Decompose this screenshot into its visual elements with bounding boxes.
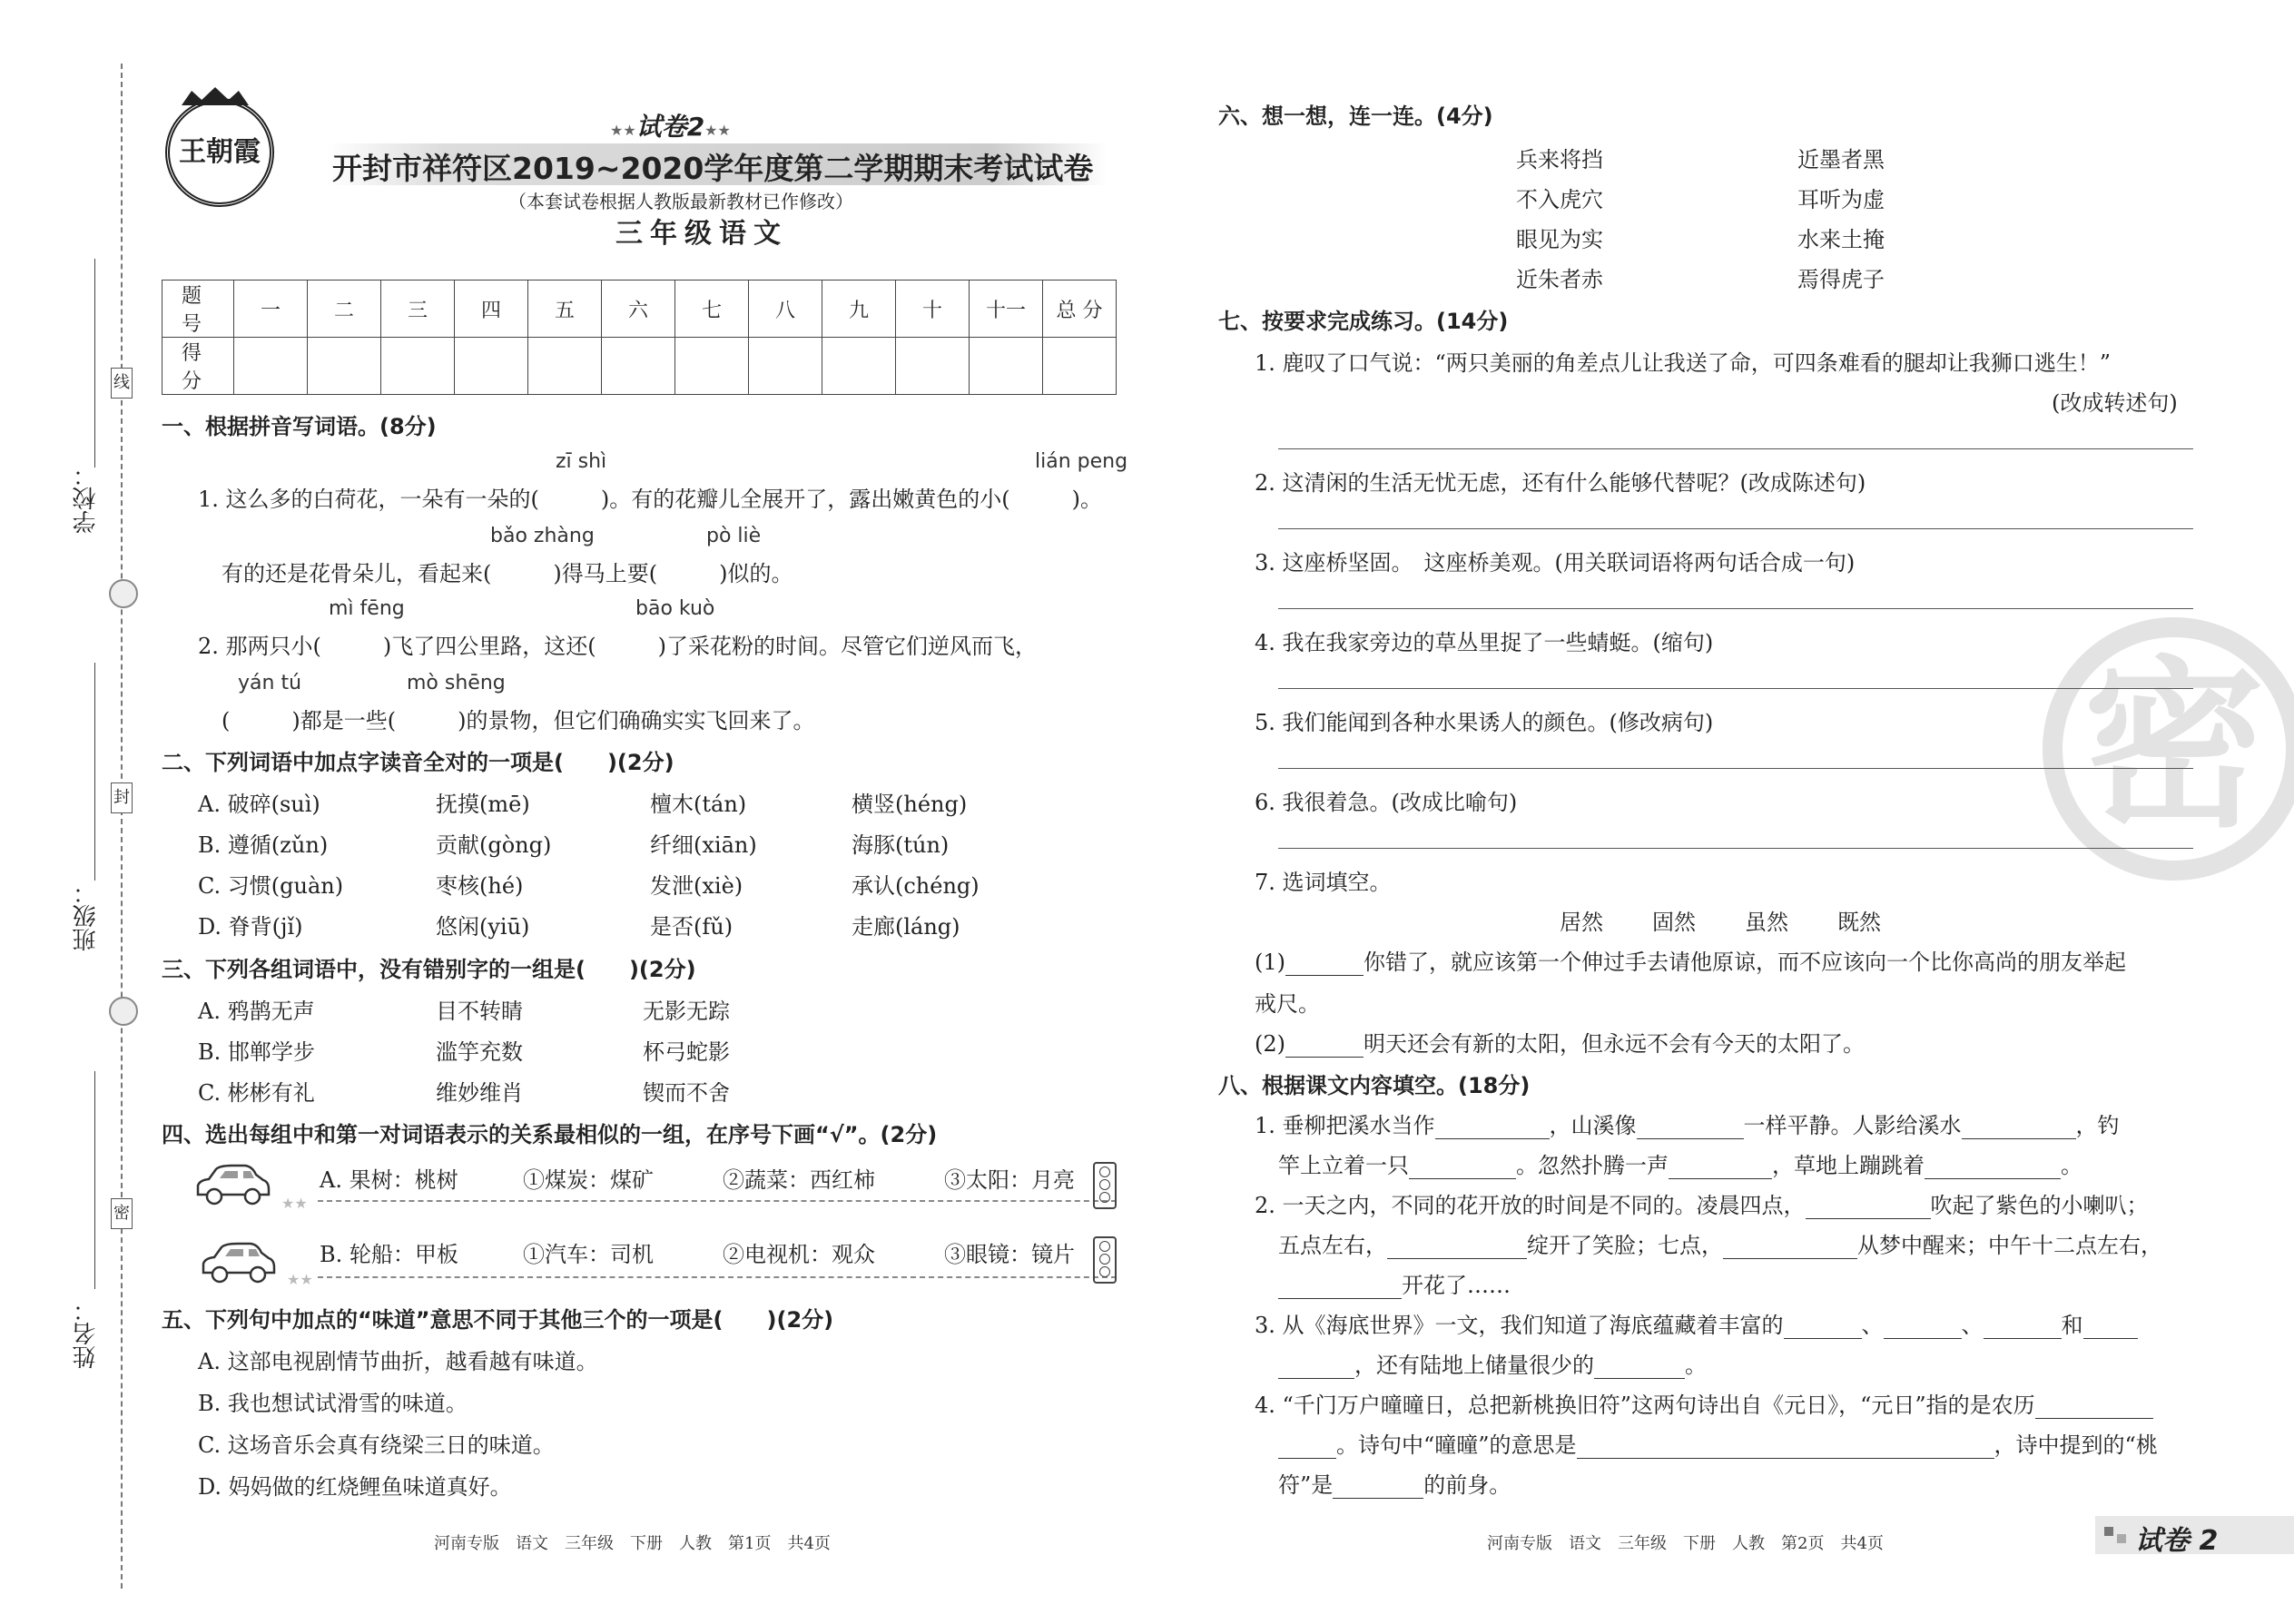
word-choice: 虽然: [1745, 910, 1788, 935]
s2-option: 是否(fǔ): [650, 914, 733, 940]
exam-title: 开封市祥符区2019~2020学年度第二学期期末考试试卷: [332, 151, 1094, 186]
text: 的前身。: [1423, 1472, 1511, 1498]
s8-q4-line1: [1255, 1387, 2153, 1419]
blank-line[interactable]: [1333, 1498, 1423, 1499]
blank-line[interactable]: [1387, 1258, 1527, 1259]
score-col: 一: [234, 281, 308, 338]
left-page: [0, 0, 1144, 1624]
s3-option: 滥竽充数: [436, 1039, 523, 1065]
score-cell[interactable]: [822, 338, 896, 395]
footer-right: 河南专版 语文 三年级 下册 人教 第2页 共4页: [1487, 1534, 1884, 1553]
section-8-heading: 八、根据课文内容填空。(18分): [1218, 1073, 1531, 1098]
class-field[interactable]: [94, 663, 95, 881]
s6-right-item: 耳听为虚: [1797, 187, 1885, 212]
blank-line[interactable]: [1278, 1298, 1402, 1299]
s2-option: 海豚(tún): [852, 832, 950, 858]
text: 从梦中醒来；中午十二点左右，: [1857, 1233, 2162, 1258]
blank-line[interactable]: [1723, 1258, 1857, 1259]
pinyin-2: lián peng: [1035, 450, 1128, 473]
score-row-label: 得 分: [162, 338, 234, 395]
name-label: 姓名：: [73, 1298, 100, 1369]
text: 。忽然扑腾一声: [1516, 1153, 1669, 1178]
s2-option: B. 遵循(zǔn): [198, 832, 329, 858]
blank-line[interactable]: [1285, 975, 1364, 976]
text: )似的。: [719, 561, 793, 586]
s2-option: D. 脊背(jǐ): [198, 914, 303, 940]
s6-right-item: 水来土掩: [1797, 227, 1885, 252]
text: 你错了，就应该第一个伸过手去请他原谅，而不应该向一个比你高尚的朋友举起: [1364, 950, 2126, 975]
text: ，诗中提到的“桃: [1994, 1432, 2158, 1458]
score-table-header-row: [162, 281, 1117, 338]
text: 竿上立着一只: [1278, 1153, 1409, 1178]
section-2-heading: 二、下列词语中加点字读音全对的一项是( )(2分): [162, 750, 674, 775]
score-cell[interactable]: [896, 338, 970, 395]
crown-icon: [182, 87, 249, 105]
blank-line[interactable]: [1637, 1138, 1744, 1139]
name-field[interactable]: [94, 1071, 95, 1289]
text: 1. 这么多的白荷花，一朵有一朵的(: [198, 487, 539, 512]
s8-q4-line2: [1278, 1427, 2158, 1459]
text: (: [222, 708, 231, 733]
answer-line[interactable]: [1278, 448, 2193, 449]
s8-q2-line1: [1255, 1187, 2149, 1219]
s8-q1-line2: [1278, 1147, 2082, 1179]
blank-line[interactable]: [1594, 1378, 1685, 1379]
s8-q1-line1: [1255, 1107, 2120, 1139]
binding-hole-icon: [109, 997, 138, 1026]
answer-line[interactable]: [1278, 848, 2193, 849]
s3-option: A. 鸦鹊无声: [198, 999, 315, 1024]
s3-option: 杯弓蛇影: [643, 1039, 730, 1065]
s5-option: A. 这部电视剧情节曲折，越看越有味道。: [198, 1349, 598, 1374]
text: )。有的花瓣儿全展开了，露出嫩黄色的小(: [600, 487, 1010, 512]
blank-line[interactable]: [1669, 1178, 1772, 1179]
s6-left-item: 眼见为实: [1516, 227, 1603, 252]
s4-option: ②电视机：观众: [723, 1242, 875, 1267]
text: 和: [2061, 1313, 2083, 1338]
s3-option: 维妙维肖: [436, 1080, 523, 1106]
blank-line[interactable]: [1409, 1178, 1516, 1179]
text: 吹起了紫色的小喇叭；: [1930, 1193, 2149, 1218]
s6-left-item: 不入虎穴: [1516, 187, 1603, 212]
text: 2. 一天之内，不同的花开放的时间是不同的。凌晨四点，: [1255, 1193, 1806, 1218]
pinyin-8: mò shēng: [407, 672, 506, 694]
watermark-seal: [2043, 617, 2294, 881]
s1-line-1: [198, 481, 1102, 513]
blank-line[interactable]: [1278, 1458, 1336, 1459]
s6-left-item: 近朱者赤: [1516, 267, 1603, 292]
section-4-heading: 四、选出每组中和第一对词语表示的关系最相似的一组，在序号下画“√”。(2分): [162, 1122, 938, 1147]
blank-line[interactable]: [1577, 1458, 1994, 1459]
traffic-light-icon: [1093, 1236, 1117, 1284]
traffic-light-icon: [1093, 1162, 1117, 1209]
score-col: 六: [602, 281, 675, 338]
s7-fill-1-cont: 戒尺。: [1255, 991, 1320, 1017]
s2-option: 贡献(gòng): [436, 832, 552, 858]
track-line: [318, 1276, 1117, 1278]
text: 4. “千门万户曈曈日，总把新桃换旧符”这两句诗出自《元日》，“元日”指的是农历: [1255, 1393, 2035, 1418]
pinyin-3: bǎo zhàng: [490, 525, 595, 547]
text: 。诗句中“曈曈”的意思是: [1336, 1432, 1577, 1458]
seal-mark-seal: 封: [111, 782, 133, 813]
s2-option: 悠闲(yiū): [436, 914, 530, 940]
word-choice: 既然: [1837, 910, 1881, 935]
pinyin-6: bāo kuò: [635, 597, 715, 620]
score-cell[interactable]: [308, 338, 381, 395]
section-1-heading: 一、根据拼音写词语。(8分): [162, 414, 437, 439]
section-5-heading: 五、下列句中加点的“味道”意思不同于其他三个的一项是( )(2分): [162, 1307, 834, 1333]
text: (1): [1255, 950, 1285, 975]
score-col: 三: [381, 281, 455, 338]
s5-option: B. 我也想试试滑雪的味道。: [198, 1391, 468, 1416]
binding-dashed-line: [121, 64, 123, 1589]
blank-line[interactable]: [1984, 1338, 2062, 1339]
text: )了采花粉的时间。尽管它们逆风而飞，: [657, 634, 1037, 659]
s5-option: C. 这场音乐会真有绕梁三日的味道。: [198, 1432, 555, 1458]
s4-option: ③眼镜：镜片: [944, 1242, 1075, 1267]
blank-line[interactable]: [1278, 1378, 1354, 1379]
text: )都是一些(: [291, 708, 397, 733]
school-label: 学校：: [73, 463, 100, 534]
s7-q6: 6. 我很着急。(改成比喻句): [1255, 790, 1518, 815]
s8-q2-line2: [1278, 1227, 2162, 1259]
score-cell[interactable]: [1043, 338, 1117, 395]
text: )的景物，但它们确确实实飞回来了。: [458, 708, 815, 733]
s7-fill-1: [1255, 944, 2126, 976]
answer-line[interactable]: [1278, 688, 2193, 689]
s2-option: 抚摸(mē): [436, 792, 530, 817]
s7-q2: 2. 这清闲的生活无忧无虑，还有什么能够代替呢？(改成陈述句): [1255, 470, 1866, 496]
logo-text: 王朝霞: [179, 136, 261, 168]
score-col-label: 题 号: [162, 281, 234, 338]
s7-q1-instruction: (改成转述句): [2052, 390, 2178, 416]
class-label: 班级：: [73, 881, 100, 951]
blank-line[interactable]: [1784, 1338, 1862, 1339]
paper-tag: ★★试卷2★★: [610, 112, 731, 142]
s3-option: 锲而不舍: [643, 1080, 730, 1106]
score-col: 四: [455, 281, 528, 338]
text: ，草地上蹦跳着: [1772, 1153, 1925, 1178]
pinyin-5: mì fēng: [329, 597, 405, 620]
blank-line[interactable]: [2035, 1418, 2153, 1419]
text: )飞了四公里路，这还(: [382, 634, 596, 659]
deco-square-icon: [2104, 1527, 2113, 1536]
text: 符”是: [1278, 1472, 1334, 1498]
answer-line[interactable]: [1278, 608, 2193, 609]
exam-note: （本套试卷根据人教版最新教材已作修改）: [508, 191, 853, 212]
s7-q1: 1. 鹿叹了口气说：“两只美丽的角差点儿让我送了命，可四条难看的腿却让我狮口逃生！”: [1255, 350, 2112, 376]
text: (2): [1255, 1031, 1285, 1057]
text: 2. 那两只小(: [198, 634, 321, 659]
s4-option: ③太阳：月亮: [944, 1167, 1075, 1193]
score-col: 二: [308, 281, 381, 338]
score-col: 十: [896, 281, 970, 338]
text: 。: [1685, 1353, 1707, 1378]
blank-line[interactable]: [1435, 1138, 1550, 1139]
score-cell[interactable]: [381, 338, 455, 395]
s1-line-3: [198, 628, 1037, 660]
blank-line[interactable]: [2083, 1338, 2138, 1339]
s7-fill-2: [1255, 1026, 1865, 1058]
score-col: 七: [675, 281, 749, 338]
car-icon: [192, 1164, 272, 1209]
text: 有的还是花骨朵儿，看起来(: [222, 561, 492, 586]
s6-right-item: 近墨者黑: [1797, 147, 1885, 172]
s2-option: 承认(chéng): [852, 873, 980, 899]
s1-line-2: [222, 556, 793, 587]
star-deco-icon: ★★: [287, 1271, 313, 1288]
blank-line[interactable]: [1806, 1218, 1931, 1219]
text: 开花了……: [1402, 1273, 1511, 1298]
s2-option: 檀木(tán): [650, 792, 747, 817]
pinyin-7: yán tú: [238, 672, 302, 694]
score-col: 九: [822, 281, 896, 338]
answer-line[interactable]: [1278, 768, 2193, 769]
text: ，还有陆地上储量很少的: [1354, 1353, 1594, 1378]
paper-tag-footer: 试卷 2: [2135, 1525, 2219, 1557]
text: 明天还会有新的太阳，但永远不会有今天的太阳了。: [1364, 1031, 1865, 1057]
s3-option: 无影无踪: [643, 999, 730, 1024]
score-cell[interactable]: [602, 338, 675, 395]
text: )。: [1071, 487, 1102, 512]
text: 、: [1961, 1313, 1984, 1338]
score-col: 八: [749, 281, 822, 338]
exam-subject: 三年级语文: [615, 218, 788, 250]
s5-option: D. 妈妈做的红烧鲤鱼味道真好。: [198, 1474, 512, 1500]
text: 3. 从《海底世界》一文，我们知道了海底蕴藏着丰富的: [1255, 1313, 1784, 1338]
s3-option: 目不转睛: [436, 999, 523, 1024]
score-cell[interactable]: [675, 338, 749, 395]
binding-hole-icon: [109, 579, 138, 608]
s8-q3-line2: [1278, 1347, 1707, 1379]
blank-line[interactable]: [1285, 1057, 1364, 1058]
score-col: 十一: [970, 281, 1043, 338]
s7-q5: 5. 我们能闻到各种水果诱人的颜色。(修改病句): [1255, 710, 1714, 735]
word-choice: 居然: [1560, 910, 1603, 935]
s2-option: 发泄(xiè): [650, 873, 743, 899]
school-field[interactable]: [94, 259, 95, 468]
text: 五点左右，: [1278, 1233, 1387, 1258]
s3-option: C. 彬彬有礼: [198, 1080, 315, 1106]
text: 、: [1861, 1313, 1884, 1338]
text: 绽开了笑脸；七点，: [1527, 1233, 1723, 1258]
seal-mark-line: 线: [111, 368, 133, 399]
s2-option: C. 习惯(guàn): [198, 873, 344, 899]
text: 一样平静。人影给溪水: [1743, 1113, 1962, 1138]
blank-line[interactable]: [1884, 1338, 1962, 1339]
paper-tag-text: 试卷2: [635, 112, 705, 142]
car-icon: [198, 1242, 278, 1287]
s4-option: ①汽车：司机: [523, 1242, 654, 1267]
score-table: [162, 280, 1117, 395]
s2-option: A. 破碎(suì): [198, 792, 320, 817]
right-page: [1144, 0, 2294, 1624]
answer-line[interactable]: [1278, 528, 2193, 529]
score-cell[interactable]: [234, 338, 308, 395]
s2-option: 纤细(xiān): [650, 832, 757, 858]
s1-line-4: [222, 703, 814, 734]
text: 。: [2061, 1153, 2082, 1178]
word-choice: 固然: [1652, 910, 1696, 935]
s4-option: ②蔬菜：西红柿: [723, 1167, 875, 1193]
pinyin-1: zī shì: [556, 450, 607, 473]
star-deco-icon: ★★: [281, 1195, 308, 1212]
pinyin-4: pò liè: [706, 525, 762, 547]
score-col-total: 总 分: [1043, 281, 1117, 338]
s2-option: 横竖(héng): [852, 792, 968, 817]
s4-option: A. 果树：桃树: [320, 1167, 458, 1193]
blank-line[interactable]: [1925, 1178, 2061, 1179]
s8-q4-line3: [1278, 1467, 1511, 1499]
score-cell[interactable]: [970, 338, 1043, 395]
text: )得马上要(: [553, 561, 658, 586]
s3-option: B. 邯郸学步: [198, 1039, 315, 1065]
s6-left-item: 兵来将挡: [1516, 147, 1603, 172]
text: ，山溪像: [1549, 1113, 1637, 1138]
section-7-heading: 七、按要求完成练习。(14分): [1218, 309, 1509, 334]
score-cell[interactable]: [455, 338, 528, 395]
deco-square-icon: [2117, 1534, 2126, 1543]
section-6-heading: 六、想一想，连一连。(4分): [1218, 103, 1493, 129]
score-table-score-row: [162, 338, 1117, 395]
footer-left: 河南专版 语文 三年级 下册 人教 第1页 共4页: [434, 1534, 831, 1553]
score-col: 五: [528, 281, 602, 338]
seal-mark-secret: 密: [111, 1198, 133, 1229]
track-line: [318, 1200, 1117, 1202]
s6-right-item: 焉得虎子: [1797, 267, 1885, 292]
s7-q3: 3. 这座桥坚固。 这座桥美观。(用关联词语将两句话合成一句): [1255, 550, 1856, 576]
publisher-logo: [165, 98, 274, 207]
score-cell[interactable]: [749, 338, 822, 395]
s8-q3-line1: [1255, 1307, 2138, 1339]
s2-option: 枣核(hé): [436, 873, 524, 899]
watermark-text: 密: [2082, 639, 2265, 852]
score-cell[interactable]: [528, 338, 602, 395]
s7-q4: 4. 我在我家旁边的草丛里捉了一些蜻蜓。(缩句): [1255, 630, 1714, 655]
s4-option: B. 轮船：甲板: [320, 1242, 458, 1267]
text: 1. 垂柳把溪水当作: [1255, 1113, 1435, 1138]
text: ，钓: [2075, 1113, 2120, 1138]
blank-line[interactable]: [1962, 1138, 2076, 1139]
s7-q7: 7. 选词填空。: [1255, 870, 1392, 895]
s4-option: ①煤炭：煤矿: [523, 1167, 654, 1193]
s8-q2-line3: [1278, 1267, 1511, 1299]
section-3-heading: 三、下列各组词语中，没有错别字的一组是( )(2分): [162, 957, 696, 982]
s2-option: 走廊(láng): [852, 914, 960, 940]
